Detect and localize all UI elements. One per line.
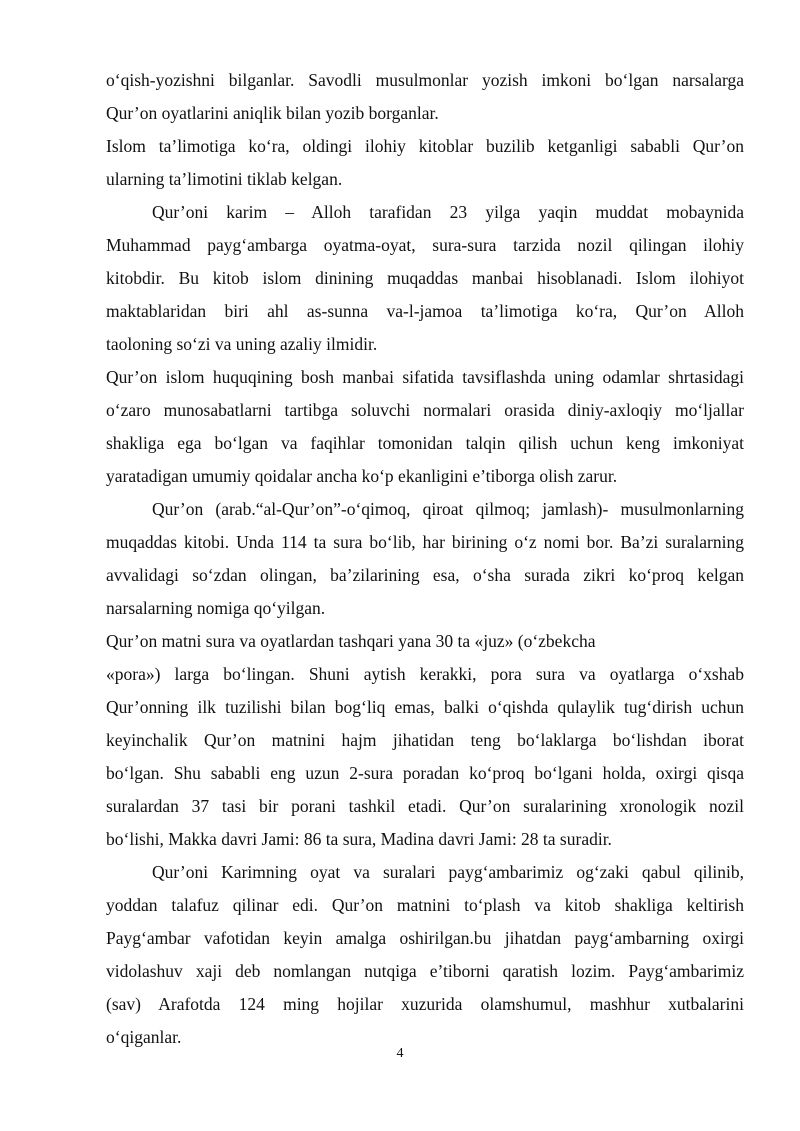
document-page [106,64,744,1054]
text-line: suralardan 37 tasi bir porani tashkil etadi. Qur’on suralarining xronologik nozil [106,796,744,816]
text-line: vidolashuv xaji deb nomlangan nutqiga e’tiborni qaratish lozim. Payg‘ambarimiz [106,961,744,981]
text-line: maktablaridan biri ahl as-sunna va-l-jamoa ta’limotiga ko‘ra, Qur’on Alloh [106,301,744,321]
page-number: 4 [396,1046,404,1061]
text-line: (sav) Arafotda 124 ming hojilar xuzurida olamshumul, mashhur xutbalarini [106,994,744,1014]
text-line: ularning ta’limotini tiklab kelgan. [106,169,343,189]
text-line: muqaddas kitobi. Unda 114 ta sura bo‘lib, har birining o‘z nomi bor. Ba’zi suralarning [106,532,744,552]
text-line: shakliga ega bo‘lgan va faqihlar tomonidan talqin qilish uchun keng imkoniyat [106,433,744,453]
text-line: kitobdir. Bu kitob islom dinining muqaddas manbai hisoblanadi. Islom ilohiyot [106,268,744,288]
text-line: Qur’oni karim – Alloh tarafidan 23 yilga yaqin muddat mobaynida [152,202,744,222]
text-line: o‘qish-yozishni bilganlar. Savodli musulmonlar yozish imkoni bo‘lgan narsalarga [106,70,744,90]
text-line: Qur’on matni sura va oyatlardan tashqari yana 30 ta «juz» (o‘zbekcha [106,631,596,651]
text-line: «pora») larga bo‘lingan. Shuni aytish kerakki, pora sura va oyatlarga o‘xshab [106,664,744,684]
text-line: o‘zaro munosabatlarni tartibga soluvchi normalari orasida diniy-axloqiy mo‘ljallar [106,400,744,420]
text-line: Qur’on islom huquqining bosh manbai sifatida tavsiflashda uning odamlar shrtasidagi [106,367,744,387]
text-line: bo‘lishi, Makka davri Jami: 86 ta sura, Madina davri Jami: 28 ta suradir. [106,829,612,849]
text-line: narsalarning nomiga qo‘yilgan. [106,598,326,618]
text-line: Qur’oni Karimning oyat va suralari payg‘ambarimiz og‘zaki qabul qilinib, [152,862,744,882]
text-line: Qur’on (arab.“al-Qur’on”-o‘qimoq, qiroat qilmoq; jamlash)- musulmonlarning [152,499,744,519]
text-line: Payg‘ambar vafotidan keyin amalga oshirilgan.bu jihatdan payg‘ambarning oxirgi [106,928,744,948]
text-line: Islom ta’limotiga ko‘ra, oldingi ilohiy kitoblar buzilib ketganligi sababli Qur’on [106,136,744,156]
text-line: yoddan talafuz qilinar edi. Qur’on matnini to‘plash va kitob shakliga keltirish [106,895,744,915]
text-line: o‘qiganlar. [106,1027,182,1047]
text-line: Qur’on oyatlarini aniqlik bilan yozib borganlar. [106,103,439,123]
text-line: keyinchalik Qur’on matnini hajm jihatidan teng bo‘laklarga bo‘lishdan iborat [106,730,744,750]
text-line: yaratadigan umumiy qoidalar ancha ko‘p ekanligini e’tiborga olish zarur. [106,466,618,486]
text-line: avvalidagi so‘zdan olingan, ba’zilarining esa, o‘sha surada zikri ko‘proq kelgan [106,565,744,585]
text-line: Qur’onning ilk tuzilishi bilan bog‘liq emas, balki o‘qishda qulaylik tug‘dirish uchun [106,697,744,717]
text-line: bo‘lgan. Shu sababli eng uzun 2-sura poradan ko‘proq bo‘lgani holda, oxirgi qisqa [106,763,744,783]
text-line: taoloning so‘zi va uning azaliy ilmidir. [106,334,378,354]
text-line: Muhammad payg‘ambarga oyatma-oyat, sura-sura tarzida nozil qilingan ilohiy [106,235,744,255]
